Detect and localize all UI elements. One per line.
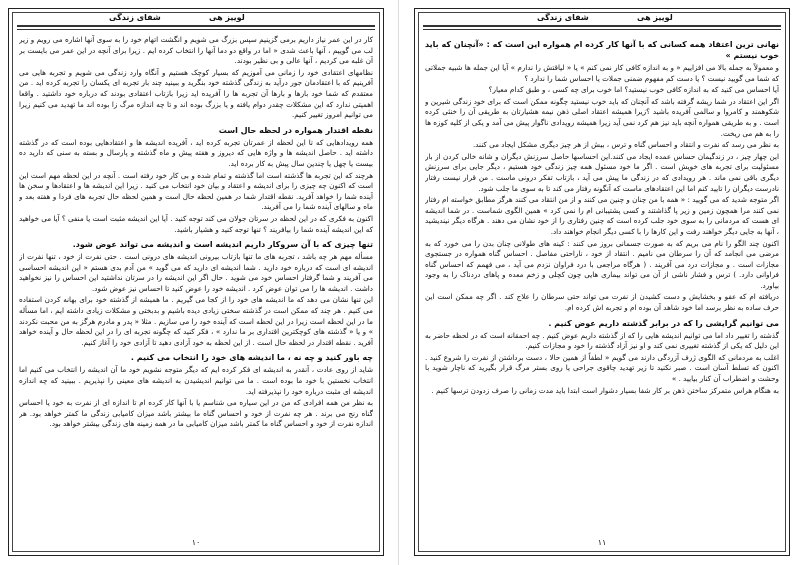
section-heading: نقطه اقتدار همواره در لحظه حال است: [218, 125, 373, 135]
left-header-rule: [17, 25, 375, 27]
left-page: [8, 8, 384, 556]
section-heading: چه باور کنید و چه نه ، ما اندیشه های خود را انتخاب می کنیم .: [130, 353, 373, 363]
left-page-number: ۱۰: [191, 538, 201, 547]
paragraph: به نظر من همه افرادی که من در این سیاره می شناسم یا با آنها کار کرده ام تا اندازه ای از نفرت به خود یا احساس گناه رنج می برند . هر چه نفرت از خود و احساس گناه ما بیشتر باشد میزان کامیابی زندگی ما کمتر خواهد بود. هر اندازه نفرت از خود و احساس گناه ما کمتر باشد میزان کامیابی ما در همه زمینه های زندگی بیشتر خواهد بود.: [19, 398, 373, 429]
paragraph: اغلب به مردمانی که الگوی ژرف آزردگی دارند می گویم « لطفاً از همین حالا ، دست برداشتن از نفرت را شروع کنید . اکنون که تسلط آسان است . صبر نکنید تا زیر تهدید چاقوی جراحی یا روی بستر مرگ قرار بگیرید که ناچار شوید با وحشت و اضطراب آن کنار بیایید . »: [425, 352, 779, 384]
paragraph: اکنون به فکری که در این لحظه در سرتان جولان می کند توجه کنید . آیا این اندیشه مثبت است یا منفی ؟ آیا می خواهید که این اندیشه آینده شما را بیافریند ؟ تنها توجه کنید و هشیار باشید.: [19, 213, 373, 234]
section-heading: می توانیم گرایشی را که در برابر گذشته داریم عوض کنیم .: [548, 318, 779, 328]
paragraph: هرچند که این تجربه ها گذشته است اما گذشته و تمام شده و بی کار خود رفته است . آنچه در این لحظه مهم است این است که اکنون چه چیزی را برای اندیشه و اعتقاد و بیان خود انتخاب می کنید . زیرا این اندیشه ها و اعتقادها و سخن ها آینده شما را خواهد آفرید. نقطه اقتدار شما در همین لحظه حال است و همین لحظه حال تجربه های فردا و هفته بعد و ماه و سالهای آینده شما را می آفریند.: [19, 170, 373, 212]
paragraph: این تنها نشان می دهد که ما اندیشه های خود را از کجا می گیریم . ما همیشه از گذشته خود برای بهانه کردن استفاده می کنیم . هر چند که ممکن است در گذشته سختی زیادی دیده باشیم و بدبختی و مشکلات زیادی داشته ایم ، اما مسأله ما در این لحظه است زیرا در این لحظه است که آینده خود را می سازیم . مثلا « پدر و مادرم هرگز به من محبت نکردند » و یا « گذشته های کوچکترین اقتداری بر ما ندارد » ، فکر کنید که چگونه تجربه ای را در این لحظه حال و آینده خواهد آفرید . نقطه اقتدار در لحظه حال است . از این لحظه به خود آزادی دهید تا آزادی خود را آغاز کنیم.: [19, 295, 373, 347]
left-header-rule-thin: [17, 29, 375, 30]
right-running-title-author: لوییز هی: [637, 13, 673, 22]
paragraph: اکنون چند الگو را نام می بریم که به صورت جسمانی بروز می کنند : کینه های طولانی چنان بدن را می خورد که به مرضی می انجامد که آن را سرطان می نامیم . انتقاد از خود ، ناراحتی مفاصل . احساس گناه همواره در جستجوی مجازات است . و مجازات درد می آفریند . ( هرگاه مراجعی با درد فراوان نزدم می آید ، می فهمم که احساس گناه فراوانی دارد. ) ترس و فشار ناشی از آن می تواند بیماری هایی چون کچلی و زخم معده و پاهای دردناک را به وجود بیاورد.: [425, 238, 779, 290]
right-page-number: ۱۱: [597, 538, 607, 547]
paragraph: آیا احساس می کنید که به اندازه کافی خوب نیستید؟ اما خوب برای چه کسی ، و طبق کدام معیار؟: [488, 85, 779, 95]
left-page-body: [19, 35, 373, 529]
paragraph: اگر متوجه شدید که می گویید : « همه با من چنان و چنین می کنند و از من انتقاد می کنند هرگز مطابق خواسته ام رفتار نمی کنند مرا همچون زمین و زیر پا گذاشتند و کسی پشتیبانی ام را نمی کرد » همین الگوی شماست . در شما اندیشه ای هست که مردمانی را به سوی خود جلب کرده است که چنین رفتاری را از خود نشان می دهند . هرگاه دیگر نیندیشید ، آنها به جایی دیگر خواهند رفت و این کارها را با کسی دیگر انجام خواهند داد.: [425, 195, 779, 236]
paragraph: مسأله مهم هر چه باشد ، تجربه های ما تنها بازتاب بیرونی اندیشه های درونی است . حتی نفرت از خود ، تنها نفرت از اندیشه ای است که درباره خود دارید . شما اندیشه ای دارید که می گوید » من آدم بدی هستم « این اندیشه احساسی می آفریند و شما گرفتار احساس خود می شوید . حال اگر این اندیشه را در سرتان نداشتید این احساس را نیز نخواهید داشت . اندیشه ها را می توان عوض کرد . اندیشه خود را عوض کنید تا احساس نیز عوض شود.: [19, 252, 373, 293]
paragraph: همه رویدادهایی که تا این لحظه از عمرتان تجربه کرده اید ، آفریده اندیشه ها و اعتقادهایی بوده است که در گذشته داشته اید . حاصل اندیشه ها و واژه هایی که دیروز و هفته پیش و ماه گذشته و پارسال و بسته به سنی که دارید ده بیست یا چهل یا چندین سال پیش به کار برده اید.: [19, 137, 373, 168]
paragraph: به هنگام هراس متمرکز ساختن ذهن بر کار شفا بسیار دشوار است ابتدا باید مدت زمانی را صرف زدودن ترسها کنیم .: [431, 385, 779, 395]
paragraph: دریافته ام که عفو و بخشایش و دست کشیدن از نفرت می تواند حتی سرطان را علاج کند . اگر چه ممکن است این حرف ساده به نظر برسد اما خود شاهد آن بوده ام و تجربه اش کرده ام.: [425, 292, 779, 313]
paragraph: و معمولاً به جمله بالا می افزاییم « و به اندازه کافی کار نمی کنم » یا « لیاقتش را ندارم » آیا این جمله ها شبیه جملاتی که شما می گویید نیست ؟ یا دست کم مفهوم ضمنی جملات یا احساس شما را ندارد ؟: [425, 63, 779, 83]
book-gutter: [398, 0, 399, 565]
paragraph: به نظر می رسد که نفرت و انتقاد و احساس گناه و ترس ، بیش از هر چیز دیگری مشکل ایجاد می کنند.: [472, 140, 779, 150]
right-page: [414, 8, 790, 556]
right-header-rule: [423, 25, 781, 27]
paragraph: اگر این اعتقاد در شما ریشه گرفته باشد که آنچنان که باید خوب نیستید چگونه ممکن است که برای خود زندگی شیرین و شکوهمند و کامروا و سالمی آفریده باشید ؟زیرا همیشه اعتقاد اصلی ذهن نیمه هشیارتان به طریقی آن را خنثی کرده است . و به طریقی همواره آنچه باید نیز هم کرد نمی آید زیرا همیشه رویدادی ناگوار پیش می آمد و یکی از کلیه کوزه ها را به هم می ریخت.: [425, 96, 779, 138]
right-header-rule-thin: [423, 29, 781, 30]
paragraph: کار در این عمر نیاز داریم برمی گزینیم سپس بزرگ می شویم و انگشت اتهام خود را به سوی آنها اشاره می رویم و زیر لب می گوییم ، آنها باعث شدی « اما در واقع دو دما آنها را انتخاب کرده ایم . زیرا برای آنچه در این عمر می بایست بر آن غلبه می کردیم ، آنها عالی و بی نظیر بودند.: [19, 35, 373, 66]
section-heading: تنها چیزی که با آن سروکار داریم اندیشه است و اندیشه می تواند عوض شود.: [72, 240, 373, 250]
right-running-title-book: شفای زندگی: [537, 13, 589, 22]
paragraph: شاید از روی عادت ، آنقدر به اندیشه ای فکر کرده ایم که دیگر متوجه نشویم خود ما آن اندیشه را انتخاب می کنیم اما انتخاب نخستین با خود ما بوده است . ما می توانیم اندیشیدن به اندیشه های معینی را نپذیریم . ببینید که چه اندازه اندیشه ای مثبت درباره خود را نپذیرفته اید.: [19, 365, 373, 396]
paragraph: این چهار چیز ، در زندگیمان حساس عمده ایجاد می کنند.این احساسها حاصل سرزنش دیگران و شانه خالی کردن از بار مسئولیت برای تجربه های خویش است . اگر ما خود مسئول همه چیز زندگی خود هستیم ، دیگر جایی برای سرزنش دیگری باقی نمی ماند . هر رویدادی که در زندگی ما پیش می آید ، بازتاب تفکر درونی ماست . من قرار نیست رفتار نادرست دیگران را تایید کنم اما این اعتقادهای ماست که آنگونه رفتار می کند تا به سوی ما جلب شود.: [425, 151, 779, 193]
left-running-title-book: شفای زندگی: [109, 13, 161, 22]
paragraph: نظامهای اعتقادی خود را زمانی می آموزیم که بسیار کوچک هستیم و آنگاه وارد زندگی می شویم و تجربه هایی می آفرینیم که با اعتقادمان جور درآید به زندگی گذشته خود بنگرید و ببینید چند بار تجربه ای یکسان را تجربه کرده اید . من معتقدم که شما خود بارها و بارها آن تجربه ها را آفریده اید زیرا بازتاب اعتقادی بودند که درباره خود داشتید . واقعا اهمیتی ندارد که این مشکلات چقدر دوام یافته و یا بزرگ بوده اند و تا چه اندازه مرگ زا بوده اند ما تهدید می کنیم زیرا می توانیم امروز تغییر کنیم.: [19, 67, 373, 120]
section-heading: نهانی ترین اعتقاد همه کسانی که با آنها کار کرده ام همواره این است که : «آنچنان که باید خوب نیستم »: [425, 40, 779, 60]
right-page-body: [425, 35, 779, 529]
left-running-title-author: لوییز هی: [209, 13, 245, 22]
paragraph: گذشته را تغییر داد اما می توانیم اندیشه هایی را که از گذشته داریم عوض کنیم . چه احمقانه است که در لحظه حاضر به این دلیل که یکی از گذشته تغییری نمی کند و او نیز آزاد گذشته را خود و مجازات کنیم.: [425, 330, 779, 351]
